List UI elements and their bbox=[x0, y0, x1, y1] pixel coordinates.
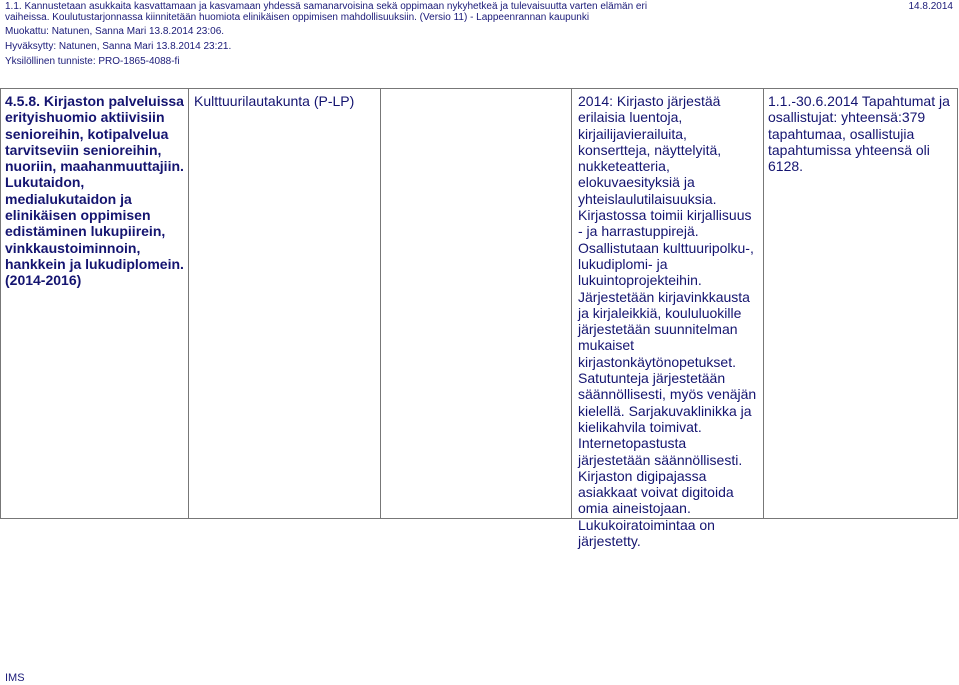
column-divider-2 bbox=[380, 88, 381, 519]
column-divider-4 bbox=[763, 88, 764, 519]
responsible-cell: Kulttuurilautakunta (P-LP) bbox=[194, 93, 355, 109]
table-bottom-border bbox=[0, 518, 958, 519]
table-right-border bbox=[957, 88, 958, 519]
result-cell: 1.1.-30.6.2014 Tapahtumat ja osallistujat: yhteensä:379 tapahtumaa, osallistujia tapahtumissa yhteensä oli 6128. bbox=[768, 93, 950, 175]
document-date: 14.8.2014 bbox=[908, 1, 953, 12]
unique-identifier: Yksilöllinen tunniste: PRO-1865-4088-fi bbox=[5, 56, 180, 67]
approved-info: Hyväksytty: Natunen, Sanna Mari 13.8.2014 23:21. bbox=[5, 41, 232, 52]
document-title-line-2: vaiheissa. Koulutustarjonnassa kiinnitetään huomiota elinikäisen oppimisen mahdollisuuksiin. (Versio 11) - Lappeenrannan kaupunki bbox=[5, 12, 590, 23]
column-divider-3 bbox=[571, 88, 572, 519]
modified-info: Muokattu: Natunen, Sanna Mari 13.8.2014 23:06. bbox=[5, 26, 225, 37]
document-title-line-1: 1.1. Kannustetaan asukkaita kasvattamaan ja kasvamaan yhdessä samanarvoisina sekä oppimaan nykyhetkeä ja tulevaisuutta varten elämän eri bbox=[5, 1, 648, 12]
table-top-border bbox=[0, 88, 958, 89]
description-cell: 2014: Kirjasto järjestää erilaisia luentoja, kirjailijavierailuita, konsertteja, näyttelyitä, nukketeatteria, elokuvaesityksiä ja yhteislaulutilaisuuksia. Kirjastossa toimii kirjallisuus - ja harrastuppirejä. Osallistutaan kulttuuripolku-, lukudiplomi- ja lukuintoprojekteihin. Järjestetään kirjavinkkausta ja kirjaleikkiä, koululuokille järjestetään suunnitelman mukaiset kirjastonkäytönopetukset. Satutunteja järjestetään säännöllisesti, myös venäjän kielellä. Sarjakuvaklinikka ja kielikahvila toimivat. Internetopastusta järjestetään säännöllisesti. Kirjaston digipajassa asiakkaat voivat digitoida omia aineistojaan. Lukukoiratoimintaa on järjestetty. bbox=[578, 93, 757, 550]
action-cell: 4.5.8. Kirjaston palveluissa erityishuomio aktiivisiin senioreihin, kotipalvelua tarvitseviin senioreihin, nuoriin, maahanmuuttajiin. Lukutaidon, medialukutaidon ja elinikäisen oppimisen edistäminen lukupiirein, vinkkaustoiminnoin, hankkein ja lukudiplomein. (2014-2016) bbox=[5, 93, 184, 289]
column-divider-1 bbox=[188, 88, 189, 519]
table-left-border bbox=[0, 88, 1, 519]
footer-label: IMS bbox=[5, 672, 25, 684]
